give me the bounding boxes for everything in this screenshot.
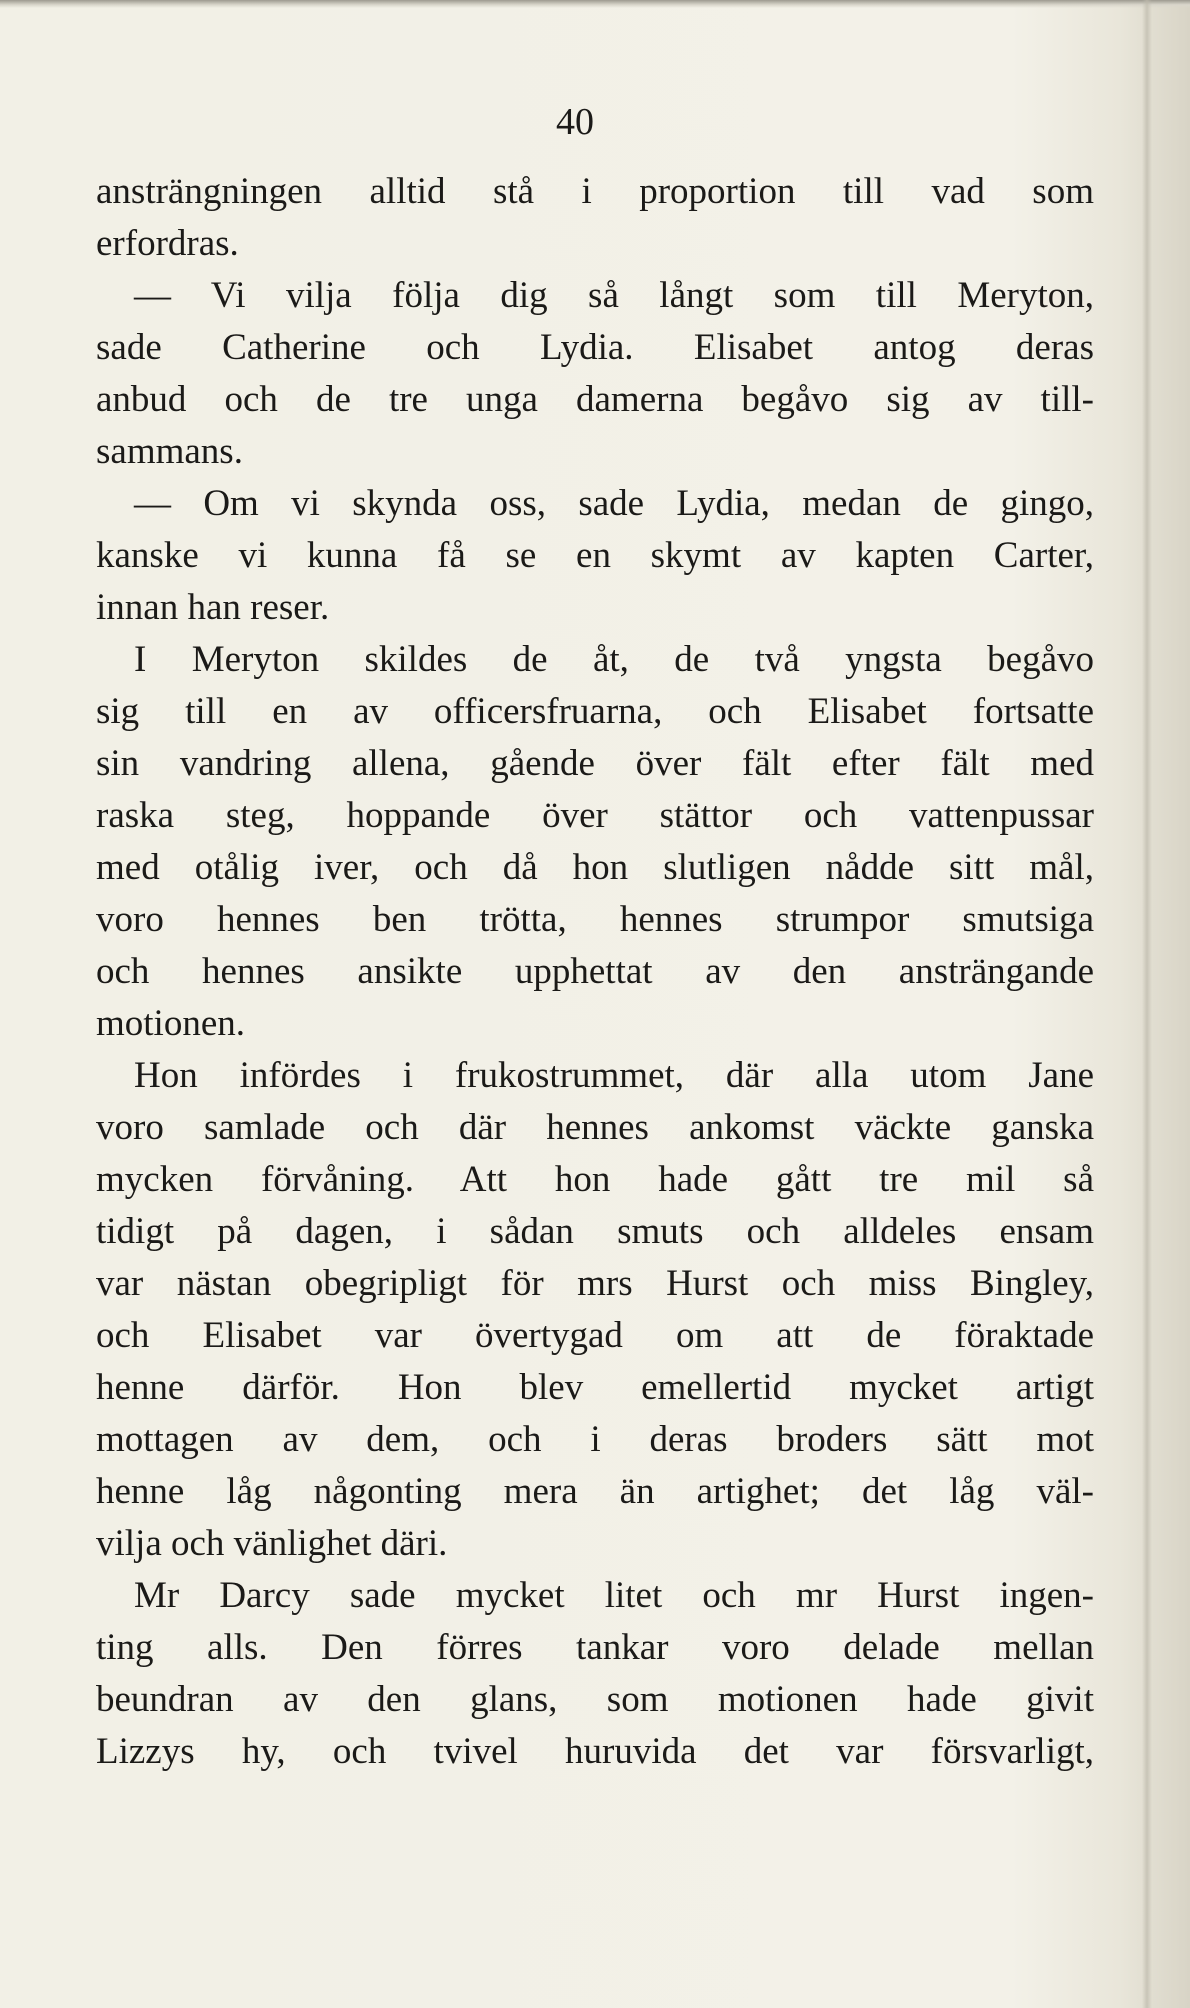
page-number: 40 bbox=[556, 101, 594, 143]
text-line: erfordras. bbox=[96, 223, 239, 264]
body-text bbox=[96, 166, 1094, 1778]
text-line: kanske vi kunna få se en skymt av kapten Carter, bbox=[96, 535, 1094, 576]
text-line: och hennes ansikte upphettat av den ansträngande bbox=[96, 951, 1094, 992]
text-line: tidigt på dagen, i sådan smuts och alldeles ensam bbox=[96, 1211, 1094, 1252]
text-line: mottagen av dem, och i deras broders sätt mot bbox=[96, 1419, 1094, 1460]
page-fold-shadow bbox=[1142, 0, 1152, 2008]
text-line: raska steg, hoppande över stättor och vattenpussar bbox=[96, 795, 1094, 836]
text-line: — Om vi skynda oss, sade Lydia, medan de gingo, bbox=[134, 483, 1094, 524]
text-line: Lizzys hy, och tvivel huruvida det var försvarligt, bbox=[96, 1731, 1094, 1772]
text-line: sin vandring allena, gående över fält efter fält med bbox=[96, 743, 1094, 784]
page-top-edge bbox=[0, 0, 1190, 8]
text-line: anbud och de tre unga damerna begåvo sig av till- bbox=[96, 379, 1094, 420]
text-line: ting alls. Den förres tankar voro delade mellan bbox=[96, 1627, 1094, 1668]
text-line: henne låg någonting mera än artighet; det låg väl- bbox=[96, 1471, 1094, 1512]
text-line: mycken förvåning. Att hon hade gått tre mil så bbox=[96, 1159, 1094, 1200]
text-line: sig till en av officersfruarna, och Elisabet fortsatte bbox=[96, 691, 1094, 732]
text-line: Mr Darcy sade mycket litet och mr Hurst ingen- bbox=[134, 1575, 1094, 1616]
text-line: beundran av den glans, som motionen hade givit bbox=[96, 1679, 1094, 1720]
text-line: och Elisabet var övertygad om att de föraktade bbox=[96, 1315, 1094, 1356]
text-line: henne därför. Hon blev emellertid mycket artigt bbox=[96, 1367, 1094, 1408]
text-line: innan han reser. bbox=[96, 587, 330, 628]
text-line: I Meryton skildes de åt, de två yngsta begåvo bbox=[134, 639, 1094, 680]
text-line: voro samlade och där hennes ankomst väckte ganska bbox=[96, 1107, 1094, 1148]
text-line: med otålig iver, och då hon slutligen nådde sitt mål, bbox=[96, 847, 1094, 888]
text-line: Hon infördes i frukostrummet, där alla utom Jane bbox=[134, 1055, 1094, 1096]
text-line: vilja och vänlighet däri. bbox=[96, 1523, 448, 1564]
text-line: voro hennes ben trötta, hennes strumpor smutsiga bbox=[96, 899, 1094, 940]
text-line: motionen. bbox=[96, 1003, 246, 1044]
text-line: sade Catherine och Lydia. Elisabet antog deras bbox=[96, 327, 1094, 368]
text-line: sammans. bbox=[96, 431, 243, 472]
text-line: — Vi vilja följa dig så långt som till Meryton, bbox=[134, 275, 1094, 316]
text-line: ansträngningen alltid stå i proportion till vad som bbox=[96, 171, 1094, 212]
text-line: var nästan obegripligt för mrs Hurst och miss Bingley, bbox=[96, 1263, 1094, 1304]
